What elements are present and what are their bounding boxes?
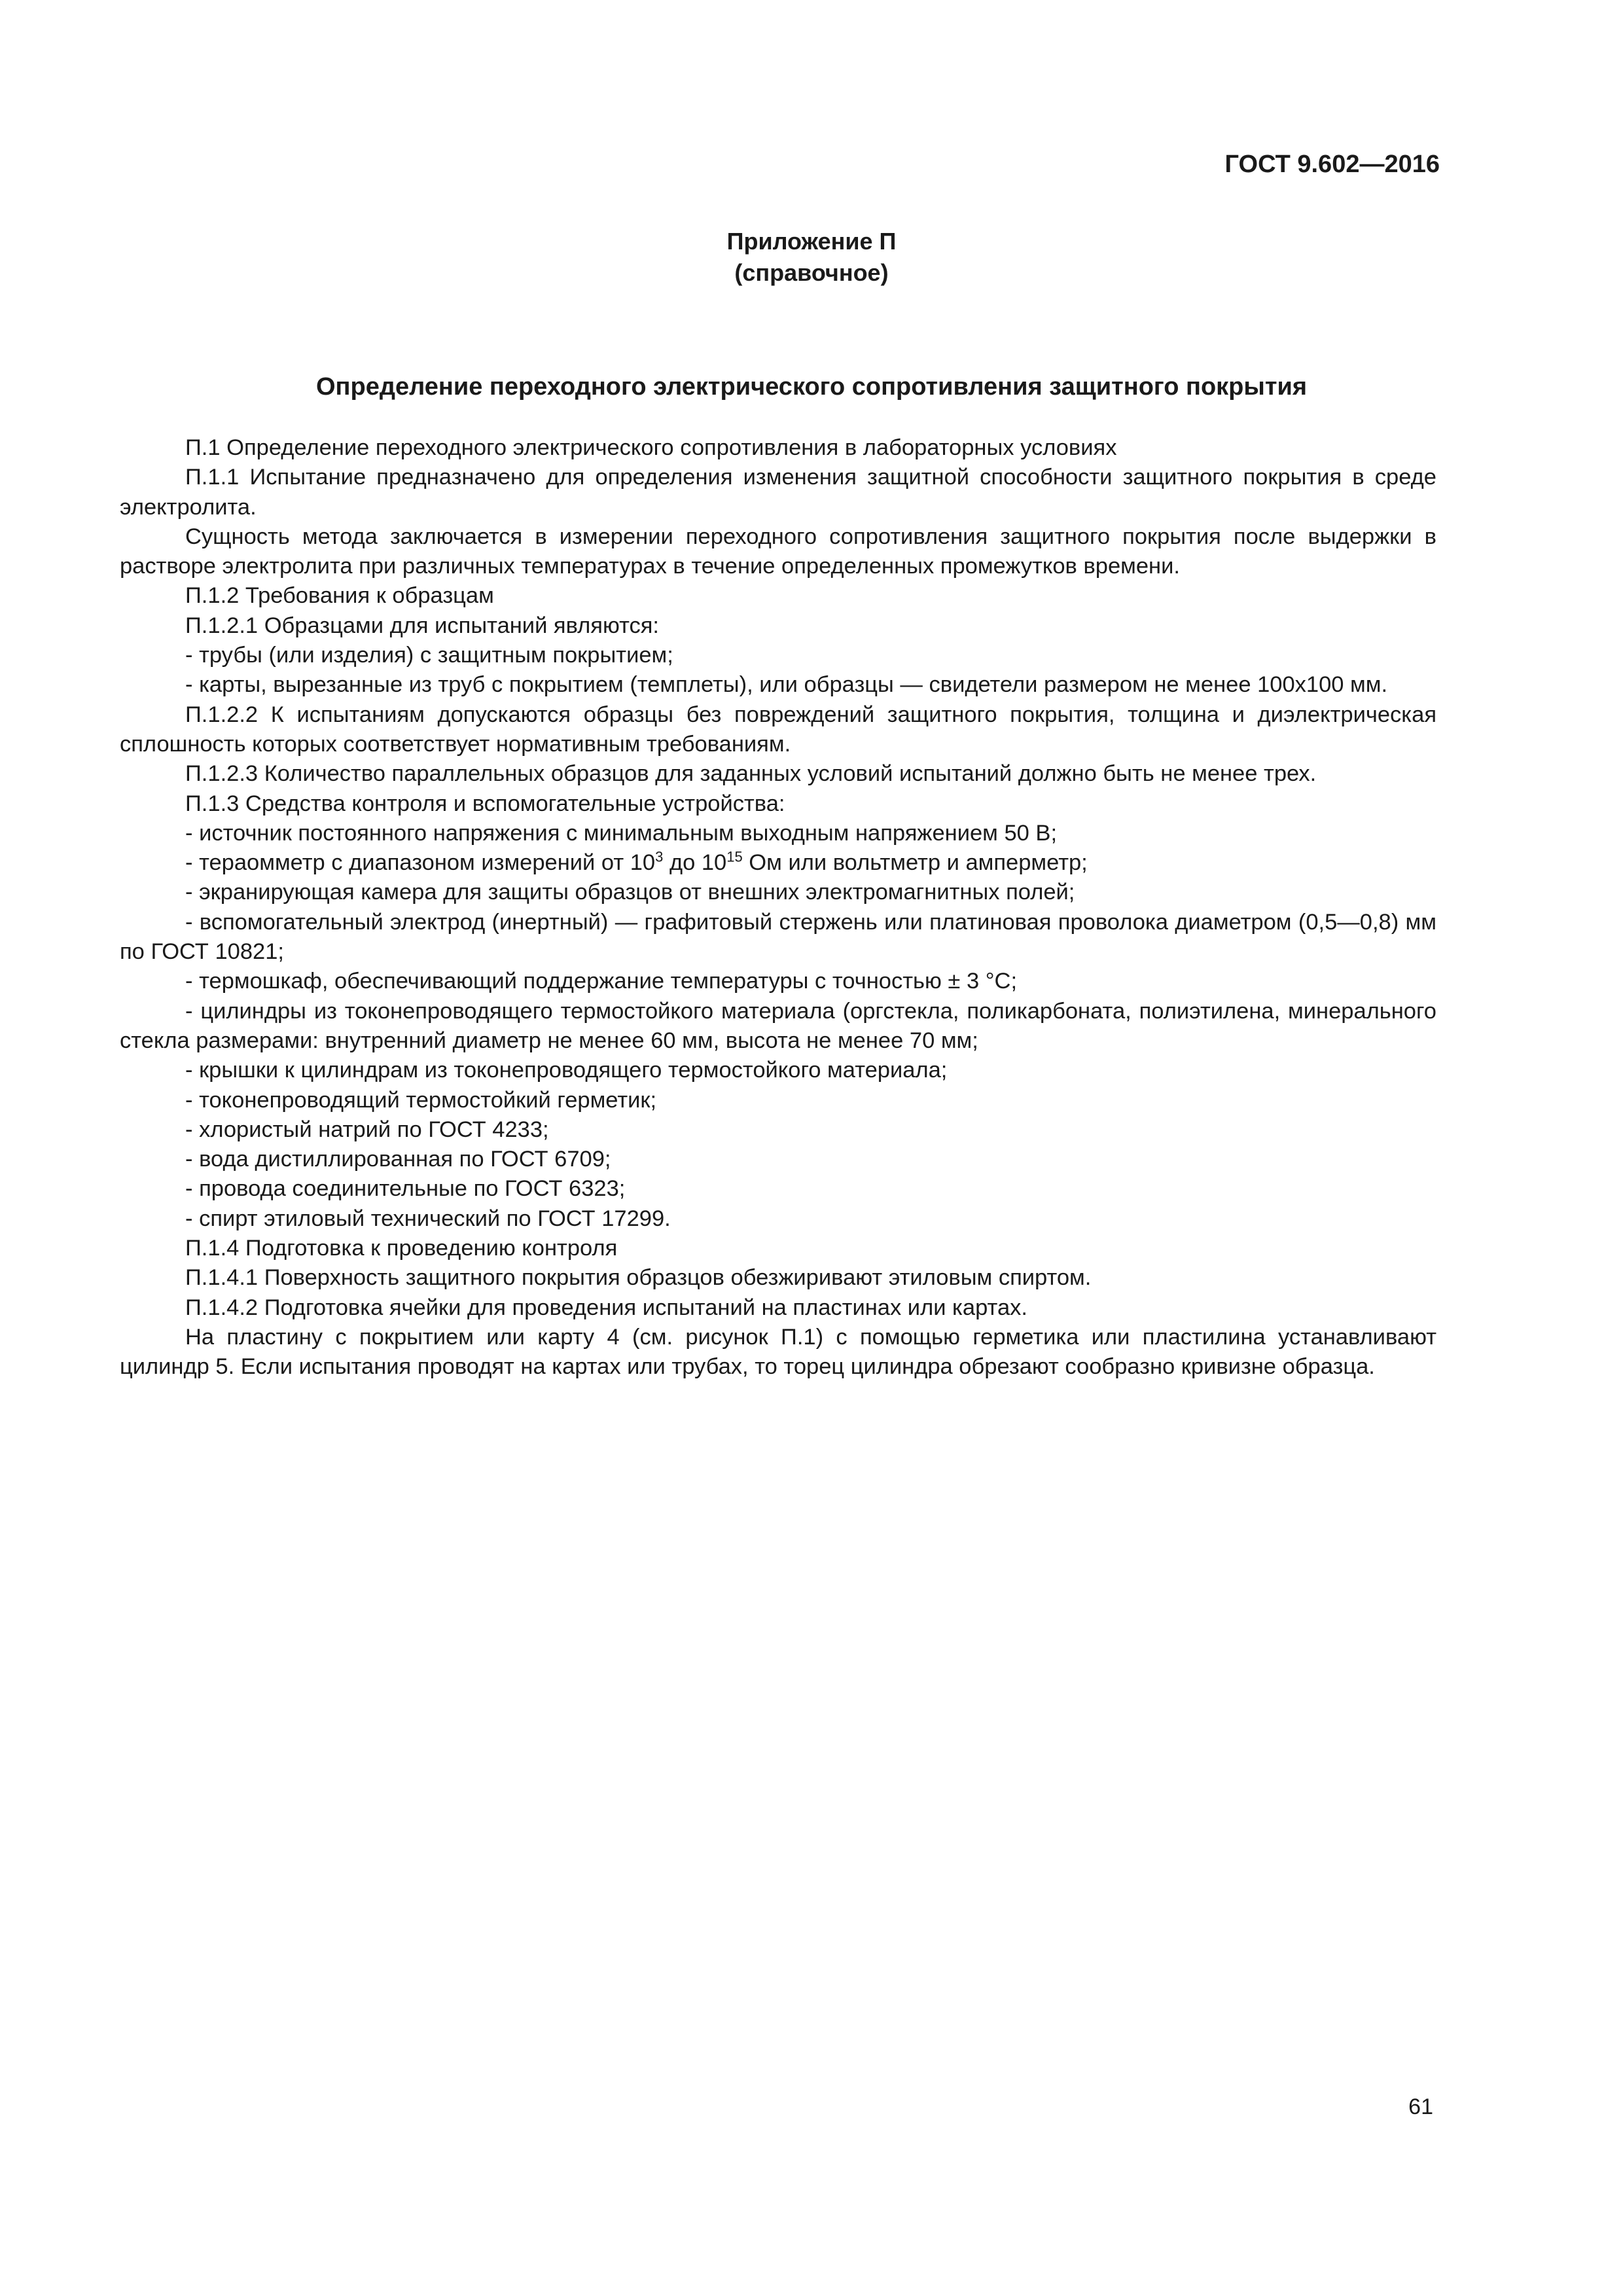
list-item: - трубы (или изделия) с защитным покрытием; (185, 643, 673, 668)
list-item: - вода дистиллированная по ГОСТ 6709; (185, 1147, 611, 1172)
standard-code: ГОСТ 9.602—2016 (1224, 151, 1440, 178)
paragraph: П.1.3 Средства контроля и вспомогательные устройства: (185, 791, 785, 816)
annex-title: Приложение П (726, 228, 897, 255)
list-item: - цилиндры из токонепроводящего термостойкого материала (оргстекла, поликарбоната, полиэтилена, минерального стекла размерами: внутренний диаметр не менее 60 мм, высота не менее 70 мм; (120, 998, 1436, 1053)
paragraph: П.1.4.2 Подготовка ячейки для проведения испытаний на пластинах или картах. (185, 1295, 1027, 1320)
annex-status: (справочное) (734, 259, 889, 286)
text-segment: Ом или вольтметр и амперметр; (742, 850, 1088, 876)
superscript: 15 (726, 848, 743, 865)
annex-heading (0, 226, 1623, 289)
paragraph: П.1.2.3 Количество параллельных образцов для заданных условий испытаний должно быть не менее трех. (185, 761, 1317, 787)
list-item (120, 848, 1436, 878)
list-item: - вспомогательный электрод (инертный) — графитовый стержень или платиновая проволока диаметром (0,5—0,8) мм по ГОСТ 10821; (120, 909, 1436, 965)
paragraph: П.1.4.1 Поверхность защитного покрытия образцов обезжиривают этиловым спиртом. (185, 1265, 1092, 1291)
list-item: - крышки к цилиндрам из токонепроводящего термостойкого материала; (185, 1058, 948, 1083)
list-item: - спирт этиловый технический по ГОСТ 17299. (185, 1206, 671, 1231)
list-item: - термошкаф, обеспечивающий поддержание температуры с точностью ± 3 °С; (185, 969, 1018, 994)
paragraph: П.1.2 Требования к образцам (185, 583, 494, 609)
paragraph: П.1.1 Испытание предназначено для определения изменения защитной способности защитного покрытия в среде электролита. (120, 465, 1436, 520)
text-segment: - тераомметр с диапазоном измерений от 10 (185, 850, 656, 876)
superscript: 3 (655, 848, 664, 865)
list-item: - карты, вырезанные из труб с покрытием (темплеты), или образцы — свидетели размером не менее 100х100 мм. (185, 672, 1388, 698)
list-item: - провода соединительные по ГОСТ 6323; (185, 1176, 626, 1202)
list-item: - источник постоянного напряжения с минимальным выходным напряжением 50 В; (185, 820, 1058, 846)
paragraph: На пластину с покрытием или карту 4 (см. рисунок П.1) с помощью герметика или пластилина устанавливают цилиндр 5. Если испытания проводят на картах или трубах, то торец цилиндра обрезают сообразно кривизне образца. (120, 1324, 1436, 1380)
section-title: Определение переходного электрического сопротивления защитного покрытия (316, 373, 1307, 401)
paragraph: Сущность метода заключается в измерении переходного сопротивления защитного покрытия после выдержки в растворе электролита при различных температурах в течение определенных промежутков времени. (120, 524, 1436, 579)
body-text (120, 433, 1436, 1382)
list-item: - токонепроводящий термостойкий герметик; (185, 1087, 657, 1113)
list-item: - хлористый натрий по ГОСТ 4233; (185, 1117, 549, 1142)
paragraph: П.1.2.2 К испытаниям допускаются образцы без повреждений защитного покрытия, толщина и диэлектрическая сплошность которых соответствует нормативным требованиям. (120, 702, 1436, 757)
page-number: 61 (1408, 2094, 1433, 2119)
paragraph: П.1 Определение переходного электрического сопротивления в лабораторных условиях (185, 435, 1117, 460)
paragraph: П.1.2.1 Образцами для испытаний являются: (185, 613, 660, 638)
paragraph: П.1.4 Подготовка к проведению контроля (185, 1236, 618, 1261)
text-segment: до 10 (663, 850, 727, 876)
list-item: - экранирующая камера для защиты образцов от внешних электромагнитных полей; (185, 880, 1075, 905)
